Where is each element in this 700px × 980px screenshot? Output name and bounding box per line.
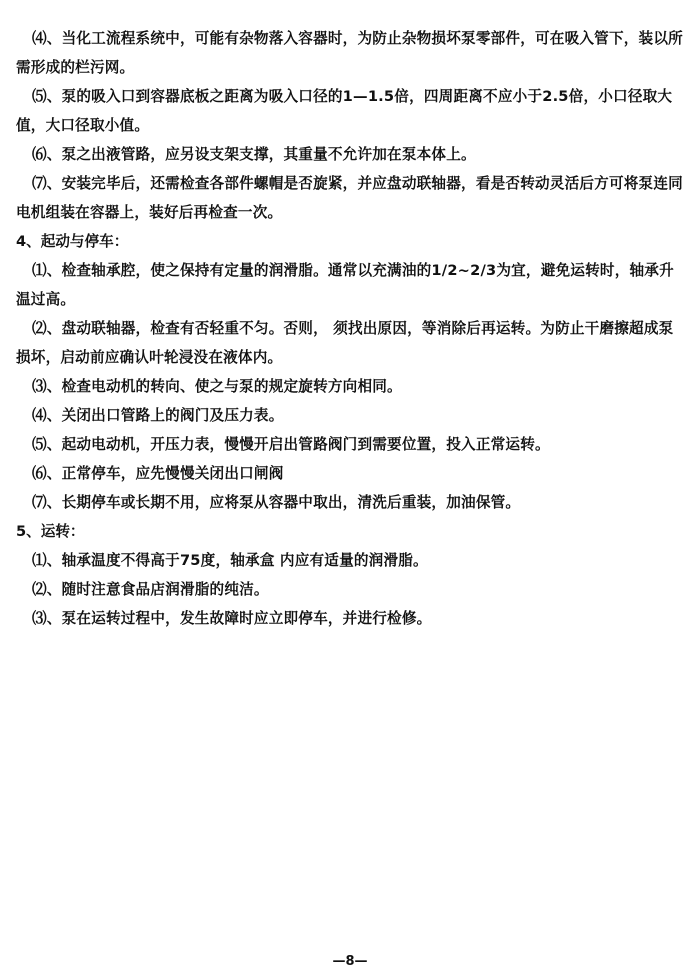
section-4-heading: 4、起动与停车：	[16, 233, 129, 250]
operation-item-2: ⑵、随时注意食品店润滑脂的纯洁。	[32, 581, 269, 598]
install-item-6: ⑹、泵之出液管路，应另设支架支撑，其重量不允许加在泵本体上。	[32, 146, 476, 163]
startup-item-2: ⑵、盘动联轴器，检查有否轻重不匀。否则， 须找出原因，等消除后再运转。为防止干磨擦超成泵损坏，启动前应确认叶轮浸没在液体内。	[16, 320, 674, 366]
document-page	[16, 24, 688, 633]
startup-item-1: ⑴、检查轴承腔，使之保持有定量的润滑脂。通常以充满油的1/2~2/3为宜，避免运转时，轴承升温过高。	[16, 262, 674, 308]
install-item-4: ⑷、当化工流程系统中，可能有杂物落入容器时，为防止杂物损坏泵零部件，可在吸入管下，装以所需形成的栏污网。	[16, 30, 683, 76]
operation-item-1: ⑴、轴承温度不得高于75度，轴承盒 内应有适量的润滑脂。	[32, 552, 428, 569]
install-item-5: ⑸、泵的吸入口到容器底板之距离为吸入口径的1—1.5倍，四周距离不应小于2.5倍，小口径取大值，大口径取小值。	[16, 88, 673, 134]
startup-item-3: ⑶、检查电动机的转向、使之与泵的规定旋转方向相同。	[32, 378, 402, 395]
startup-item-7: ⑺、长期停车或长期不用，应将泵从容器中取出，清洗后重装，加油保管。	[32, 494, 521, 511]
startup-item-5: ⑸、起动电动机，开压力表，慢慢开启出管路阀门到需要位置，投入正常运转。	[32, 436, 550, 453]
section-5-heading: 5、运转：	[16, 523, 85, 540]
operation-item-3: ⑶、泵在运转过程中，发生故障时应立即停车，并进行检修。	[32, 610, 432, 627]
startup-item-6: ⑹、正常停车，应先慢慢关闭出口闸阀	[32, 465, 284, 482]
install-item-7: ⑺、安装完毕后，还需检查各部件螺帽是否旋紧，并应盘动联轴器，看是否转动灵活后方可将泵连同电机组装在容器上，装好后再检查一次。	[16, 175, 683, 221]
startup-item-4: ⑷、关闭出口管路上的阀门及压力表。	[32, 407, 284, 424]
page-number: —8—	[332, 954, 368, 969]
